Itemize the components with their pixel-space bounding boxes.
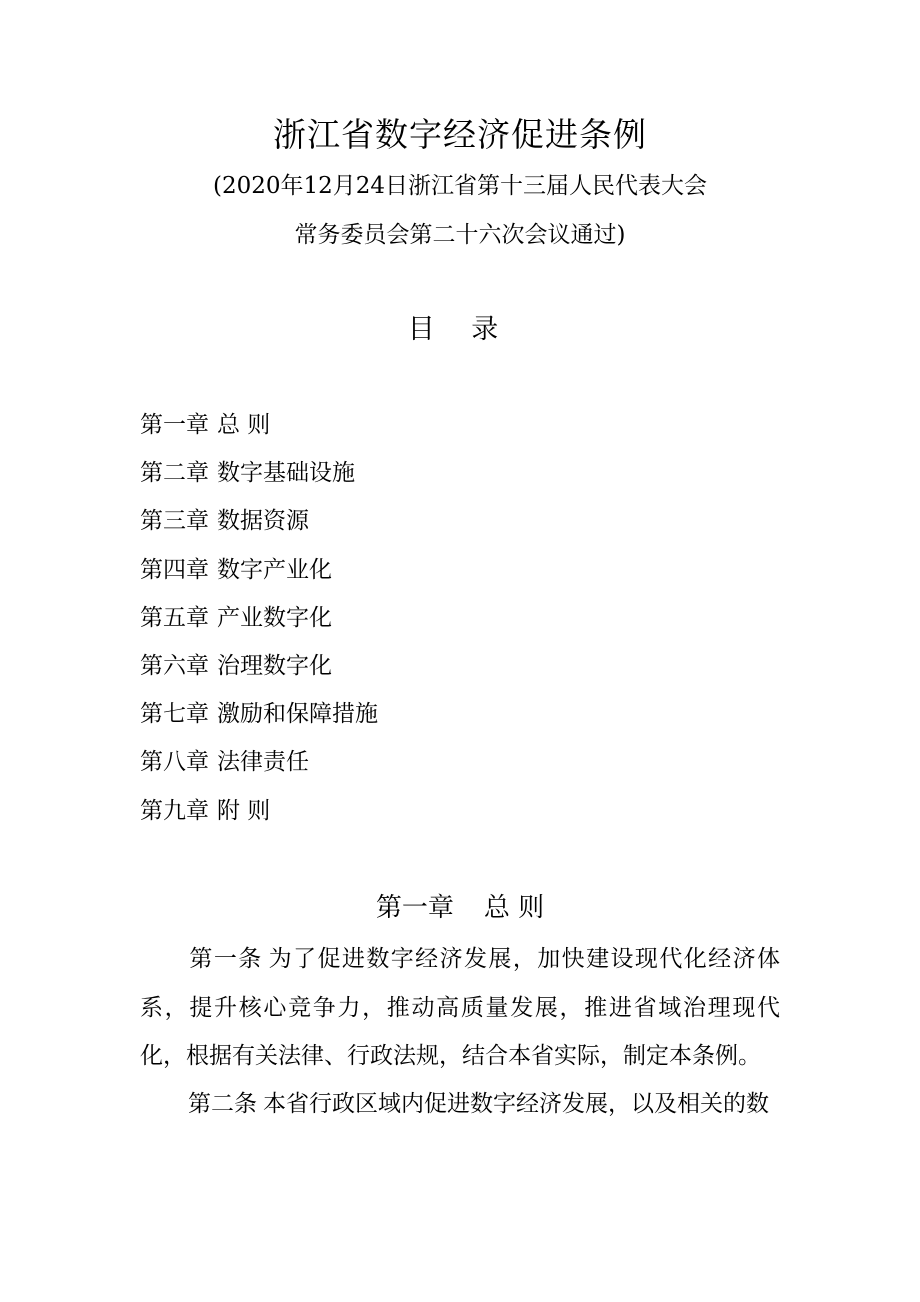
toc-item: [140, 456, 378, 504]
toc-chapter-name: 数字产业化: [217, 556, 332, 583]
table-of-contents: [140, 408, 378, 842]
toc-item: [140, 408, 378, 456]
toc-heading: 目 录: [407, 314, 513, 345]
toc-chapter-number: 第四章: [140, 556, 209, 583]
article-paragraph: [140, 1080, 780, 1129]
document-title: 浙江省数字经济促进条例: [273, 115, 647, 154]
toc-chapter-name: 数字基础设施: [217, 460, 355, 487]
toc-chapter-name: 治理数字化: [217, 652, 332, 679]
article-text: 本省行政区域内促进数字经济发展，以及相关的数: [263, 1091, 769, 1117]
toc-chapter-number: 第三章: [140, 508, 209, 535]
chapter-heading: [0, 888, 920, 928]
adoption-note-line-2: 常务委员会第二十六次会议通过): [294, 222, 626, 248]
chapter-number: 第一章: [375, 893, 454, 923]
article-number: 第一条: [188, 946, 263, 972]
toc-item: [140, 601, 378, 649]
toc-item: [140, 745, 378, 793]
toc-chapter-number: 第九章: [140, 797, 209, 824]
toc-chapter-number: 第一章: [140, 412, 209, 438]
toc-chapter-number: 第八章: [140, 749, 209, 776]
toc-chapter-number: 第六章: [140, 652, 209, 679]
toc-item: [140, 649, 378, 697]
toc-chapter-name: 总 则: [217, 412, 271, 438]
toc-chapter-number: 第二章: [140, 460, 209, 487]
toc-chapter-name: 法律责任: [217, 749, 309, 776]
adoption-note-line-1: (2020年12月24日浙江省第十三届人民代表大会: [212, 173, 708, 199]
toc-chapter-number: 第七章: [140, 701, 209, 728]
toc-chapter-name: 产业数字化: [217, 604, 332, 631]
toc-item: [140, 504, 378, 552]
toc-chapter-name: 附 则: [217, 797, 271, 824]
toc-item: [140, 553, 378, 601]
article-paragraph: [140, 935, 780, 1081]
toc-item: [140, 794, 378, 842]
article-number: 第二条: [188, 1091, 257, 1117]
toc-chapter-name: 数据资源: [217, 508, 309, 535]
article-text: 为了促进数字经济发展，加快建设现代化经济体系，提升核心竞争力，推动高质量发展，推进省域治理现代化，根据有关法律、行政法规，结合本省实际，制定本条例。: [140, 946, 781, 1069]
toc-chapter-name: 激励和保障措施: [217, 701, 378, 728]
toc-chapter-number: 第五章: [140, 604, 209, 631]
chapter-name: 总 则: [483, 893, 545, 923]
toc-item: [140, 697, 378, 745]
